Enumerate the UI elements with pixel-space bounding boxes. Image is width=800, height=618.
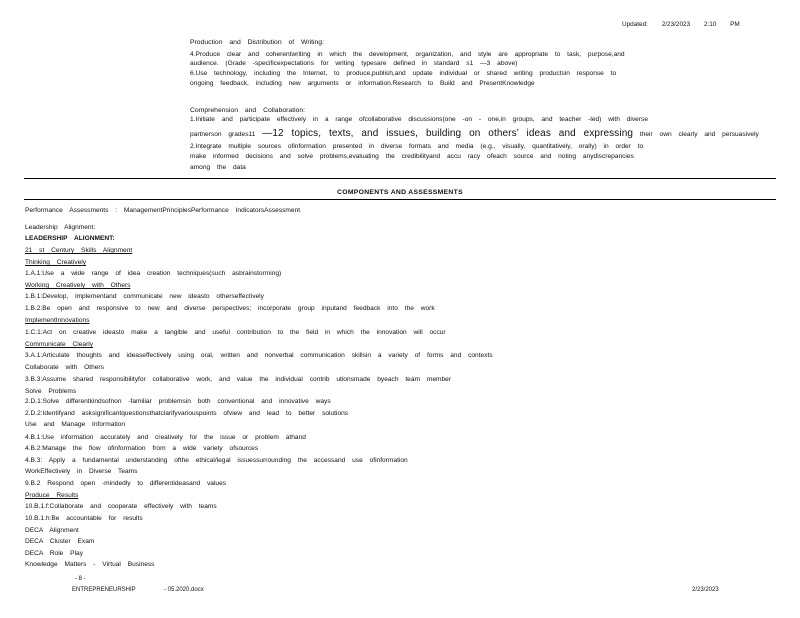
component-line: Leadership Alignment: (25, 224, 96, 231)
standard-line: 4.Produce clear and coherentwriting in which the development, organization, and style are appropriate to task, purpose,and (190, 51, 625, 58)
component-line: LEADERSHIP ALIGNMENT: (25, 235, 115, 242)
component-line: Collaborate with Others (25, 364, 104, 371)
component-line: Knowledge Matters - Virtual Business (25, 561, 155, 568)
component-line: Working Creatively with Others (25, 282, 131, 289)
component-line: ImplementInnovations (25, 317, 90, 324)
component-line: DECA Alignment (25, 527, 79, 534)
divider-bottom (24, 199, 776, 200)
component-line: WorkEffectively in Diverse Teams (25, 468, 138, 475)
component-line: Communicate Clearly (25, 341, 94, 348)
page-number: - 8 - (75, 576, 86, 582)
standard-line-large: —12 topics, texts, and issues, building on others’ ideas and expressing (262, 128, 634, 139)
doc-file: - 05.2020.docx (164, 587, 204, 593)
component-line: Use and Manage Information (25, 421, 126, 428)
component-line: Performance Assessments : ManagementPrinciplesPerformance IndicatorsAssessment (25, 207, 301, 214)
standard-line-start: partnerson grades11 (190, 131, 256, 138)
production-heading: Production and Distribution of Writing: (190, 39, 324, 46)
component-line: 1.B.2:Be open and responsive to new and diverse perspectives; incorporate group inputand feedback into the work (25, 305, 435, 312)
component-line: 4.B.3: Apply a fundamental understanding ofthe ethical/legal issuessurrounding the accessand use ofinformation (25, 457, 408, 464)
standard-line: among the data (190, 164, 246, 171)
doc-name: ENTREPRENEURSHIP (72, 587, 136, 593)
component-line: DECA Role Play (25, 550, 84, 557)
divider-top (24, 178, 776, 179)
standard-line: 1.Initiate and participate effectively in a range ofcollaborative discussions(one -on - one,in groups, and teacher -led) with diverse (190, 116, 649, 123)
component-line: 21 st Century Skills Alignment (25, 247, 133, 254)
component-line: 10.B.1.h:Be accountable for results (25, 515, 143, 522)
standard-line-end: their own clearly and persuasively (639, 131, 759, 138)
standard-line: 6.Use technology, including the Internet, to produce,publish,and update individual or shared writing productsin response to (190, 70, 617, 77)
component-line: 1.B.1:Develop, implementand communicate new ideasto otherseffectively (25, 293, 264, 300)
component-line: 9.B.2 Respond open -mindedly to differentideasand values (25, 480, 227, 487)
standard-line: audience. (Grade -specificexpectations for writing typesare defined in standard s1 —3 above) (190, 60, 518, 67)
component-line: 4.B.1:Use information accurately and creatively for the issue or problem athand (25, 434, 306, 441)
component-line: 4.B.2:Manage the flow ofinformation from a wide variety ofsources (25, 445, 259, 452)
component-line: 3.A.1:Articulate thoughts and ideaseffectively using oral, written and nonverbal communication skillsin a variety of forms and contexts (25, 352, 493, 359)
standard-line: 2.Integrate multiple sources ofinformation presented in diverse formats and media (e.g., visually, quantitatively, orally) in order to (190, 143, 644, 150)
updated-date: 2/23/2023 (661, 21, 691, 28)
component-line: Produce Results (25, 492, 79, 499)
components-title: COMPONENTS AND ASSESSMENTS (337, 189, 463, 196)
component-line: DECA Cluster Exam (25, 538, 95, 545)
component-line: 3.B.3:Assume shared responsibilityfor collaborative work, and value the individual contrib utionsmade byeach team member (25, 376, 452, 383)
standard-line (190, 129, 770, 139)
footer-date: 2/23/2023 (692, 587, 719, 593)
component-line: 2.D.1:Solve differentkindsofnon -familiar problemsin both conventional and innovative ways (25, 398, 331, 405)
component-line: 2.D.2:Identifyand asksignificantquestionsthatclarifyvariouspoints ofview and lead to better solutions (25, 410, 349, 417)
component-line: 1.C.1:Act on creative ideasto make a tangible and useful contribution to the field in which the innovation will occur (25, 329, 446, 336)
standard-line: ongoing feedback, including new arguments or information.Research to Build and PresentKnowledge (190, 80, 535, 87)
updated-stamp (622, 22, 740, 28)
component-line: 10.B.1.f:Collaborate and cooperate effectively with teams (25, 503, 217, 510)
component-line: Solve Problems (25, 388, 77, 395)
updated-label: Updated: (622, 21, 648, 28)
component-line: 1.A.1:Use a wide range of idea creation techniques(such asbrainstorming) (25, 270, 282, 277)
updated-time: 2:10 PM (703, 21, 740, 28)
standard-line: make informed decisions and solve problems,evaluating the credibilityand accu racy ofeach source and noting anydiscrepancies (190, 153, 634, 160)
comprehension-heading: Comprehension and Collaboration: (190, 107, 306, 114)
component-line: Thinking Creatively (25, 259, 87, 266)
